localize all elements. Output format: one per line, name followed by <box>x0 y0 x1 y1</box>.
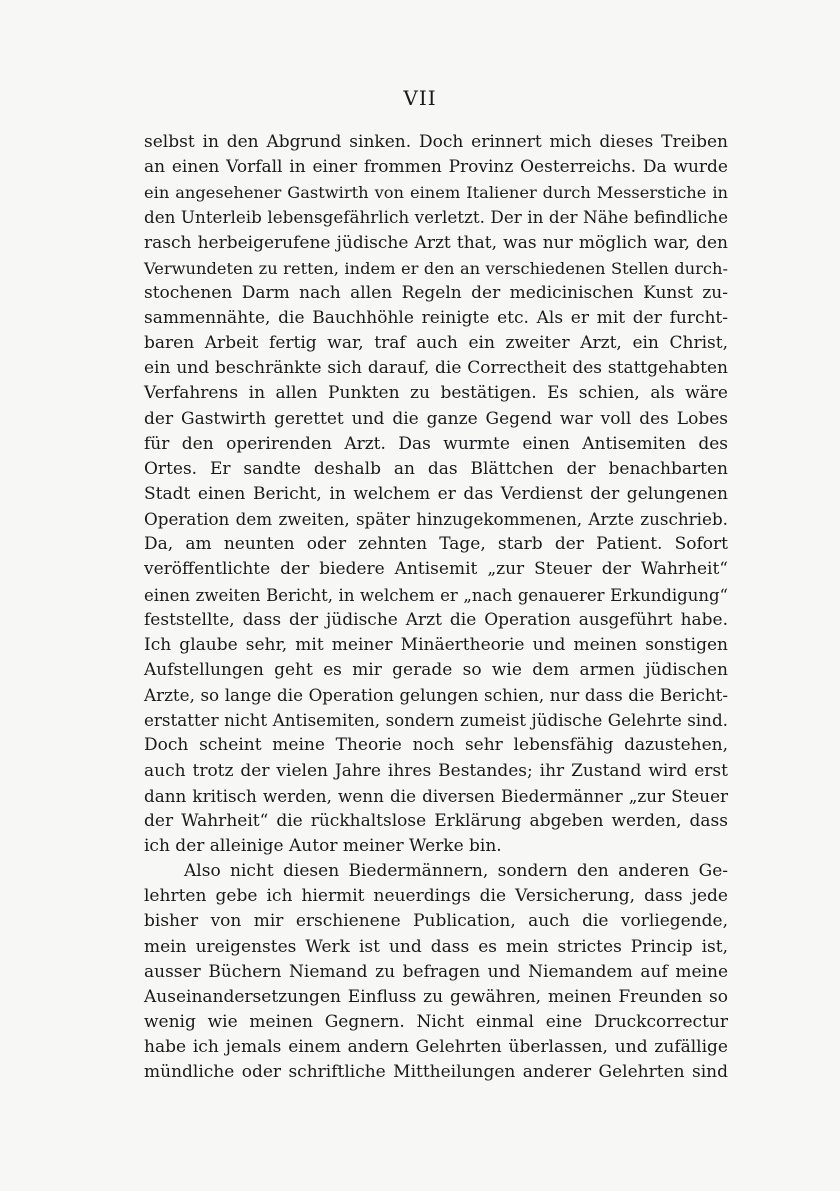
text-line: selbst in den Abgrund sinken. Doch erinnert mich dieses Treiben <box>144 132 728 152</box>
text-line: habe ich jemals einem andern Gelehrten überlassen, und zufällige <box>144 1037 728 1058</box>
text-line: mündliche oder schriftliche Mittheilungen anderer Gelehrten sind <box>144 1062 728 1083</box>
text-line: bisher von mir erschienene Publication, auch die vorliegende, <box>144 911 728 932</box>
text-line: lehrten gebe ich hiermit neuerdings die Versicherung, dass jede <box>144 886 728 907</box>
text-line: an einen Vorfall in einer frommen Provinz Oesterreichs. Da wurde <box>144 157 728 178</box>
body-text <box>144 130 728 1085</box>
text-line: erstatter nicht Antisemiten, sondern zumeist jüdische Gelehrte sind. <box>144 710 728 731</box>
text-line: sammennähte, die Bauchhöhle reinigte etc. Als er mit der furcht- <box>144 307 728 328</box>
text-line: der Wahrheit“ die rückhaltslose Erklärung abgeben werden, dass <box>144 810 728 831</box>
text-line: Also nicht diesen Biedermännern, sondern den anderen Ge- <box>184 861 728 882</box>
text-line: Stadt einen Bericht, in welchem er das Verdienst der gelungenen <box>144 483 728 504</box>
text-line: ein angesehener Gastwirth von einem Italiener durch Messerstiche in <box>144 183 728 203</box>
text-line: veröffentlichte der biedere Antisemit „zur Steuer der Wahrheit“ <box>144 559 728 580</box>
text-line: Operation dem zweiten, später hinzugekommenen, Arzte zuschrieb. <box>144 509 728 530</box>
text-line: wenig wie meinen Gegnern. Nicht einmal eine Druckcorrectur <box>144 1011 728 1032</box>
text-line: den Unterleib lebensgefährlich verletzt. Der in der Nähe befindliche <box>144 207 728 228</box>
text-line: der Gastwirth gerettet und die ganze Gegend war voll des Lobes <box>144 408 728 429</box>
text-line: ein und beschränkte sich darauf, die Correctheit des stattgehabten <box>144 358 728 379</box>
text-line: Verfahrens in allen Punkten zu bestätigen. Es schien, als wäre <box>144 383 728 404</box>
text-line: rasch herbeigerufene jüdische Arzt that, was nur möglich war, den <box>144 232 728 253</box>
text-line: feststellte, dass der jüdische Arzt die Operation ausgeführt habe. <box>144 609 728 630</box>
text-line: stochenen Darm nach allen Regeln der medicinischen Kunst zu- <box>144 282 728 303</box>
text-line: ausser Büchern Niemand zu befragen und Niemandem auf meine <box>144 961 728 982</box>
text-line: auch trotz der vielen Jahre ihres Bestandes; ihr Zustand wird erst <box>144 760 728 781</box>
text-line: Aufstellungen geht es mir gerade so wie dem armen jüdischen <box>144 659 728 680</box>
text-line: Auseinandersetzungen Einfluss zu gewähren, meinen Freunden so <box>144 986 728 1007</box>
text-line: dann kritisch werden, wenn die diversen Biedermänner „zur Steuer <box>144 785 728 806</box>
text-line: mein ureigenstes Werk ist und dass es mein strictes Princip ist, <box>144 936 728 957</box>
text-line: baren Arbeit fertig war, traf auch ein zweiter Arzt, ein Christ, <box>144 333 728 354</box>
text-line: Da, am neunten oder zehnten Tage, starb der Patient. Sofort <box>144 534 728 555</box>
text-line: ich der alleinige Autor meiner Werke bin. <box>144 835 502 856</box>
text-line: für den operirenden Arzt. Das wurmte einen Antisemiten des <box>144 433 728 454</box>
text-line: einen zweiten Bericht, in welchem er „nach genauerer Erkundigung“ <box>144 585 728 605</box>
text-line: Arzte, so lange die Operation gelungen schien, nur dass die Bericht- <box>144 685 728 706</box>
page-number: VII <box>403 86 437 110</box>
text-line: Ich glaube sehr, mit meiner Minäertheorie und meinen sonstigen <box>144 634 728 655</box>
text-line: Verwundeten zu retten, indem er den an verschiedenen Stellen durch- <box>144 258 728 278</box>
text-line: Ortes. Er sandte deshalb an das Blättchen der benachbarten <box>144 458 728 479</box>
text-line: Doch scheint meine Theorie noch sehr lebensfähig dazustehen, <box>144 735 728 756</box>
